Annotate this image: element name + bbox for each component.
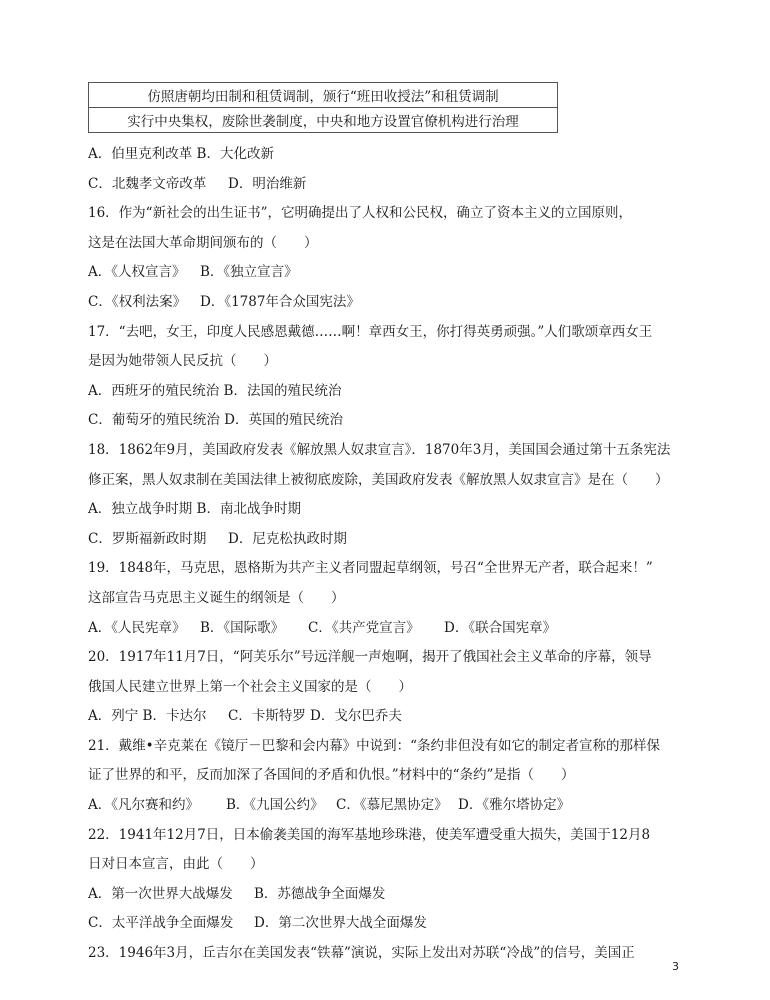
q15-option-c: C．北魏孝文帝改革 [88, 175, 207, 192]
q22-stem-line-2: 日对日本宣言，由此（ ） [88, 856, 264, 873]
q19-option-a: A．《人民宪章》 [88, 619, 186, 636]
material-table [88, 82, 558, 133]
q18-option-c: C．罗斯福新政时期 [88, 530, 207, 547]
q22-option-c: C．太平洋战争全面爆发 [88, 915, 234, 932]
q18-option-d: D．尼克松执政时期 [228, 530, 347, 547]
q15-options-row-2 [88, 173, 688, 196]
q16-options-row-1 [88, 261, 688, 284]
table-cell: 仿照唐朝均田制和租赁调制，颁行“班田收授法”和租赁调制 [89, 83, 558, 108]
q16-options-row-2 [88, 291, 688, 314]
table-row [89, 83, 558, 108]
q20-options-row [88, 705, 688, 728]
q20-option-ab: A．列宁 B．卡达尔 [88, 708, 207, 725]
q20-stem-line-2: 俄国人民建立世界上第一个社会主义国家的是（ ） [88, 678, 412, 695]
q19-option-b: B．《国际歌》 [200, 619, 285, 636]
q21-option-c: C．《慕尼黑协定》 [336, 797, 448, 814]
q18-stem-line-2: 修正案，黑人奴隶制在美国法律上被彻底废除，美国政府发表《解放黑人奴隶宣言》是在（ ） [88, 471, 669, 488]
page-number: 3 [672, 960, 679, 973]
q22-stem-line-1: 22．1941年12月7日，日本偷袭美国的海军基地珍珠港，使美军遭受重大损失，美国于12月8 [88, 826, 651, 843]
q21-option-d: D．《雅尔塔协定》 [458, 797, 571, 814]
q17-option-ab: A．西班牙的殖民统治 B．法国的殖民统治 [88, 382, 342, 399]
q22-option-b: B．苏德战争全面爆发 [254, 885, 386, 902]
q16-stem-line-1: 16．作为“新社会的出生证书”，它明确提出了人权和公民权，确立了资本主义的立国原则， [88, 205, 632, 222]
q19-stem-line-2: 这部宣告马克思主义诞生的纲领是（ ） [88, 589, 345, 606]
q21-option-b: B．《九国公约》 [226, 797, 324, 814]
q20-option-d: D．戈尔巴乔夫 [310, 708, 402, 725]
q22-options-row-2 [88, 912, 688, 935]
q20-stem-line-1: 20．1917年11月7日，“阿芙乐尔”号远洋舰一声炮啊，揭开了俄国社会主义革命的序幕，领导 [88, 649, 652, 666]
q20-option-c: C．卡斯特罗 [228, 708, 306, 725]
q18-option-ab: A．独立战争时期 B．南北战争时期 [88, 501, 301, 518]
q22-option-a: A．第一次世界大战爆发 [88, 885, 233, 902]
q21-option-a: A．《凡尔赛和约》 [88, 797, 199, 814]
q15-option-d: D．明治维新 [228, 175, 307, 192]
q17-option-cd: C．葡萄牙的殖民统治 D．英国的殖民统治 [88, 412, 343, 429]
q16-option-a: A．《人权宣言》 [88, 264, 186, 281]
q21-stem-line-2: 证了世界的和平，反而加深了各国间的矛盾和仇恨。”材料中的“条约”是指（ ） [88, 767, 575, 784]
q15-options-row-1 [88, 143, 688, 166]
q15-option-ab: A．伯里克利改革 B．大化改新 [88, 146, 274, 162]
q16-option-c: C．《权利法案》 [88, 293, 187, 310]
q18-stem-line-1: 18．1862年9月，美国政府发表《解放黑人奴隶宣言》．1870年3月，美国国会通过第十五条宪法 [88, 441, 671, 458]
q19-option-c: C．《共产党宣言》 [308, 619, 420, 636]
q23-stem-line-1: 23．1946年3月，丘吉尔在美国发表“铁幕”演说，实际上发出对苏联“冷战”的信号，美国正 [88, 945, 635, 962]
table-cell: 实行中央集权，废除世袭制度，中央和地方设置官僚机构进行治理 [89, 108, 558, 133]
q16-option-d: D．《1787年合众国宪法》 [200, 293, 360, 310]
question-list [88, 143, 688, 972]
q22-options-row-1 [88, 883, 688, 906]
table-row [89, 108, 558, 133]
q16-stem-line-2: 这是在法国大革命期间颁布的（ ） [88, 234, 318, 251]
q18-options-row-2 [88, 528, 688, 551]
q19-options-row [88, 617, 688, 640]
q17-stem-line-2: 是因为她带领人民反抗（ ） [88, 353, 277, 370]
q18-options-row-1 [88, 498, 688, 521]
q21-stem-line-1: 21．戴维•辛克莱在《镜厅－巴黎和会内幕》中说到：“条约非但没有如它的制定者宣称的那样保 [88, 737, 661, 754]
q17-stem-line-1: 17．“去吧，女王，印度人民感恩戴德……啊！章西女王，你打得英勇顽强。”人们歌颂章西女王 [88, 323, 653, 340]
q17-options-row-1 [88, 380, 688, 403]
q21-options-row [88, 794, 688, 817]
q19-option-d: D．《联合国宪章》 [444, 619, 557, 636]
q19-stem-line-1: 19．1848年，马克思，恩格斯为共产主义者同盟起草纲领，号召“全世界无产者，联合起来！” [88, 560, 653, 577]
q17-options-row-2 [88, 409, 688, 432]
q22-option-d: D．第二次世界大战全面爆发 [254, 915, 427, 932]
q16-option-b: B．《独立宣言》 [200, 264, 298, 281]
